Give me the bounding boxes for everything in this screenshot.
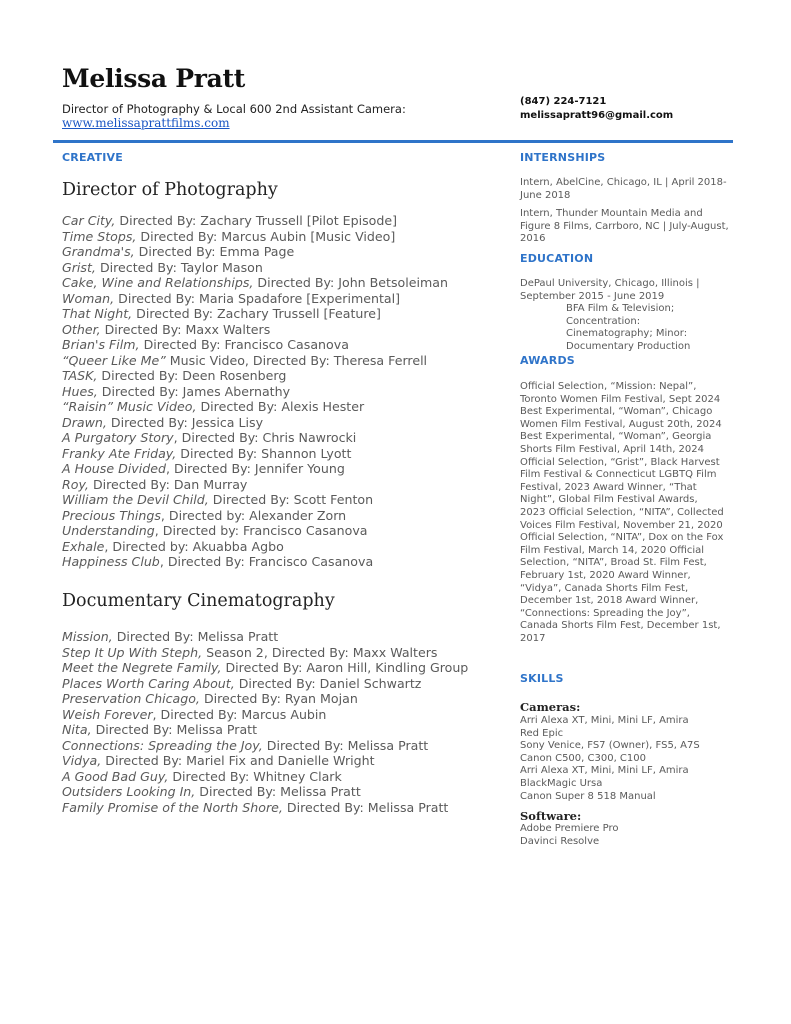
camera-item: Canon Super 8 518 Manual — [520, 790, 656, 802]
credit-director: , Directed By: Jennifer Young — [165, 461, 345, 476]
credit-title: A Purgatory Story — [62, 430, 174, 445]
credit-title: Roy, — [62, 476, 89, 492]
credit-director: Directed By: Melissa Pratt — [195, 784, 361, 799]
job-tagline: Director of Photography & Local 600 2nd Assistant Camera: — [62, 102, 406, 116]
credit-item — [62, 229, 492, 245]
credit-title: Meet the Negrete Family, — [62, 660, 222, 675]
credit-item — [62, 629, 492, 645]
dop-heading: Director of Photography — [62, 180, 278, 200]
camera-item: Sony Venice, FS7 (Owner), FS5, A7S — [520, 740, 700, 752]
credit-item — [62, 784, 492, 800]
credit-title: A House Divided — [62, 461, 166, 476]
credit-item — [62, 275, 492, 291]
email-address[interactable]: melissapratt96@gmail.com — [520, 110, 674, 121]
credit-title: Grandma's, — [62, 244, 135, 259]
credit-item — [62, 707, 492, 723]
credit-item — [62, 260, 492, 276]
credit-director: , Directed by: Francisco Casanova — [154, 523, 368, 538]
skills-section-label: SKILLS — [520, 672, 564, 685]
software-heading: Software: — [520, 809, 582, 823]
credit-title: Time Stops, — [62, 228, 137, 244]
credit-item — [62, 384, 492, 400]
credit-director: Directed By: Zachary Trussell [Feature] — [132, 306, 381, 321]
credit-item — [62, 722, 492, 738]
documentary-heading: Documentary Cinematography — [62, 591, 335, 611]
credit-director: , Directed by: Alexander Zorn — [160, 507, 347, 523]
credit-director: Directed By: Marcus Aubin [Music Video] — [136, 228, 396, 244]
credit-title: Weish Forever — [62, 706, 153, 722]
credit-item — [62, 492, 492, 508]
credit-title: Other, — [62, 321, 101, 337]
credit-item — [62, 461, 492, 477]
software-item: Davinci Resolve — [520, 835, 600, 847]
credit-title: Mission, — [62, 629, 113, 644]
credit-item — [62, 353, 492, 369]
camera-item: Canon C500, C300, C100 — [520, 752, 647, 764]
awards-list: Official Selection, “Mission: Nepal”, Toronto Women Film Festival, Sept 2024 Best Experimental, “Woman”, Chicago Women Film Festival, August 20th, 2024 Best Experimental, “Woman”, Georgia Shorts Film Festival, April 14th, 2024 Official Selection, “Grist”, Black Harvest Film Festival & Connecticut LGBTQ Film Festival, 2023 Award Winner, “That Night”, Global Film Festival Awards, 2023 Official Selection, “NITA”, Collected Voices Film Festival, November 21, 2020 Official Selection, “NITA”, Dox on the Fox Film Festival, March 14, 2020 Official Selection, “NITA”, Broad St. Film Fest, February 1st, 2020 Award Winner, “Vidya”, Canada Shorts Film Fest, December 1st, 2018 Award Winner, “Connections: Spreading the Joy”, Canada Shorts Film Fest, December 1st, 2017 — [520, 381, 724, 644]
credit-item — [62, 244, 492, 260]
credit-item — [62, 337, 492, 353]
credit-director: , Directed By: Francisco Casanova — [159, 554, 374, 569]
credit-title: Places Worth Caring About, — [62, 675, 235, 691]
credit-title: Woman, — [62, 290, 115, 306]
credit-title: That Night, — [62, 306, 133, 321]
resume-name: Melissa Pratt — [62, 64, 245, 93]
cameras-heading: Cameras: — [520, 700, 581, 714]
credit-item — [62, 645, 492, 661]
credit-item — [62, 213, 492, 229]
software-list — [520, 823, 618, 848]
credit-title: A Good Bad Guy, — [62, 768, 169, 784]
credit-director: Directed By: Maxx Walters — [100, 321, 271, 337]
credit-item — [62, 660, 492, 676]
credit-item — [62, 738, 492, 754]
credit-director: Directed By: Aaron Hill, Kindling Group — [221, 660, 469, 675]
credit-item — [62, 800, 492, 816]
credit-item — [62, 554, 492, 570]
camera-item: BlackMagic Ursa — [520, 777, 603, 789]
credit-title: “Raisin” Music Video, — [62, 399, 197, 414]
credit-director: Directed By: Melissa Pratt — [282, 799, 449, 815]
credit-item — [62, 477, 492, 493]
credit-item — [62, 523, 492, 539]
credit-item — [62, 368, 492, 384]
credit-director: Directed By: Ryan Mojan — [199, 691, 358, 706]
credit-item — [62, 539, 492, 555]
credit-title: Outsiders Looking In, — [62, 784, 196, 799]
credit-title: Grist, — [62, 259, 96, 275]
credit-title: Car City, — [62, 213, 116, 228]
cameras-list — [520, 715, 700, 803]
credit-director: Directed By: James Abernathy — [97, 383, 291, 399]
credit-director: Directed By: Whitney Clark — [168, 768, 342, 784]
camera-item: Arri Alexa XT, Mini, Mini LF, Amira — [520, 715, 689, 726]
credit-director: Directed By: Melissa Pratt — [112, 629, 279, 644]
credit-director: Directed By: Daniel Schwartz — [234, 675, 422, 691]
credit-item — [62, 306, 492, 322]
credit-title: Hues, — [62, 383, 98, 399]
credit-title: Family Promise of the North Shore, — [62, 799, 283, 815]
credit-title: Connections: Spreading the Joy, — [62, 737, 263, 753]
credit-item — [62, 753, 492, 769]
credit-director: Directed By: Melissa Pratt — [262, 737, 429, 753]
credit-director: Directed By: Alexis Hester — [196, 399, 365, 414]
internship-abelcine: Intern, AbelCine, Chicago, IL | April 2018-June 2018 — [520, 177, 727, 201]
credit-item — [62, 691, 492, 707]
credit-director: Season 2, Directed By: Maxx Walters — [202, 644, 438, 660]
credit-title: Nita, — [62, 722, 92, 737]
credit-director: , Directed By: Chris Nawrocki — [173, 430, 357, 445]
camera-item: Red Epic — [520, 727, 564, 739]
internships-section-label: INTERNSHIPS — [520, 151, 606, 164]
credit-director: Directed By: Shannon Lyott — [176, 445, 352, 461]
phone-number: (847) 224-7121 — [520, 96, 607, 107]
camera-item: Arri Alexa XT, Mini, Mini LF, Amira — [520, 765, 689, 777]
software-item: Adobe Premiere Pro — [520, 823, 619, 834]
credit-item — [62, 430, 492, 446]
credit-director: Directed By: Dan Murray — [88, 476, 248, 492]
credit-director: Directed By: Mariel Fix and Danielle Wright — [101, 753, 375, 768]
credit-item — [62, 676, 492, 692]
credit-title: Exhale — [62, 538, 105, 554]
credit-director: Directed By: Taylor Mason — [95, 259, 263, 275]
credit-director: , Directed by: Akuabba Agbo — [104, 538, 284, 554]
header-divider — [53, 140, 733, 143]
credit-director: Directed By: Maria Spadafore [Experimental] — [114, 290, 401, 306]
education-degree: BFA Film & Television; Concentration: Cinematography; Minor: Documentary Production — [566, 303, 691, 352]
credit-item — [62, 508, 492, 524]
internship-thunder-mountain: Intern, Thunder Mountain Media and Figure 8 Films, Carrboro, NC | July-August, 2016 — [520, 208, 729, 245]
credit-title: Drawn, — [62, 414, 107, 430]
education-school: DePaul University, Chicago, Illinois | September 2015 - June 2019 — [520, 278, 700, 302]
creative-section-label: CREATIVE — [62, 151, 123, 164]
credit-director: , Directed By: Marcus Aubin — [152, 706, 327, 722]
website-link[interactable]: www.melissaprattfilms.com — [62, 116, 230, 130]
education-section-label: EDUCATION — [520, 252, 594, 265]
dop-credits-list — [62, 213, 492, 570]
credit-item — [62, 446, 492, 462]
credit-title: Understanding — [62, 523, 155, 538]
documentary-credits-list — [62, 629, 492, 815]
credit-director: Directed By: Jessica Lisy — [106, 414, 264, 430]
credit-title: Brian's Film, — [62, 337, 140, 352]
credit-director: Directed By: Scott Fenton — [208, 492, 374, 507]
credit-item — [62, 399, 492, 415]
credit-item — [62, 291, 492, 307]
credit-director: Directed By: Deen Rosenberg — [97, 368, 287, 383]
credit-item — [62, 769, 492, 785]
credit-director: Directed By: John Betsoleiman — [253, 275, 448, 290]
credit-title: Cake, Wine and Relationships, — [62, 275, 254, 290]
credit-director: Directed By: Emma Page — [134, 244, 295, 259]
credit-title: Happiness Club — [62, 554, 160, 569]
credit-director: Music Video, Directed By: Theresa Ferrell — [165, 352, 428, 368]
credit-item — [62, 415, 492, 431]
credit-title: Franky Ate Friday, — [62, 445, 177, 461]
awards-section-label: AWARDS — [520, 354, 575, 367]
credit-director: Directed By: Melissa Pratt — [91, 722, 258, 737]
credit-director: Directed By: Francisco Casanova — [139, 337, 349, 352]
credit-title: Precious Things — [62, 507, 161, 523]
credit-title: Vidya, — [62, 753, 102, 768]
credit-director: Directed By: Zachary Trussell [Pilot Episode] — [115, 213, 398, 228]
credit-title: “Queer Like Me” — [62, 352, 166, 368]
credit-item — [62, 322, 492, 338]
credit-title: Preservation Chicago, — [62, 691, 200, 706]
credit-title: William the Devil Child, — [62, 492, 209, 507]
credit-title: Step It Up With Steph, — [62, 644, 203, 660]
credit-title: TASK, — [62, 368, 98, 383]
